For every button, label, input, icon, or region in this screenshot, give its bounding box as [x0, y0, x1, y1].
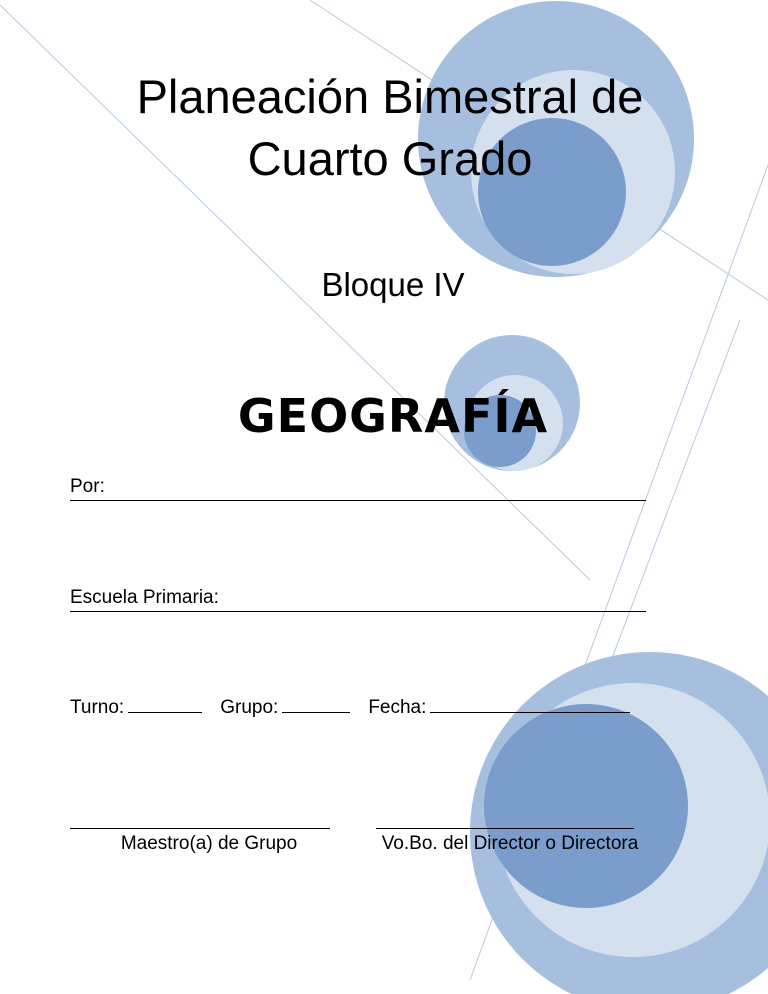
director-signature-line[interactable]	[376, 828, 634, 829]
page-title	[40, 66, 740, 190]
turno-grupo-fecha-row	[70, 697, 648, 719]
teacher-signature-line[interactable]	[70, 828, 330, 829]
grupo-blank[interactable]	[282, 711, 350, 713]
escuela-line[interactable]	[70, 611, 646, 612]
por-line[interactable]	[70, 500, 646, 501]
turno-blank[interactable]	[128, 711, 202, 713]
grupo-label: Grupo:	[220, 697, 279, 718]
fecha-blank[interactable]	[430, 711, 630, 713]
title-line-2: Cuarto Grado	[247, 132, 533, 185]
por-label: Por:	[70, 476, 105, 497]
block-subtitle: Bloque IV	[321, 266, 465, 303]
turno-label: Turno:	[70, 697, 125, 718]
teacher-signature-label: Maestro(a) de Grupo	[120, 833, 298, 854]
title-line-1: Planeación Bimestral de	[136, 70, 644, 123]
fecha-label: Fecha:	[368, 697, 427, 718]
subject-heading: GEOGRAFÍA	[237, 389, 549, 443]
director-signature-label: Vo.Bo. del Director o Directora	[381, 833, 639, 854]
escuela-label: Escuela Primaria:	[70, 587, 219, 608]
